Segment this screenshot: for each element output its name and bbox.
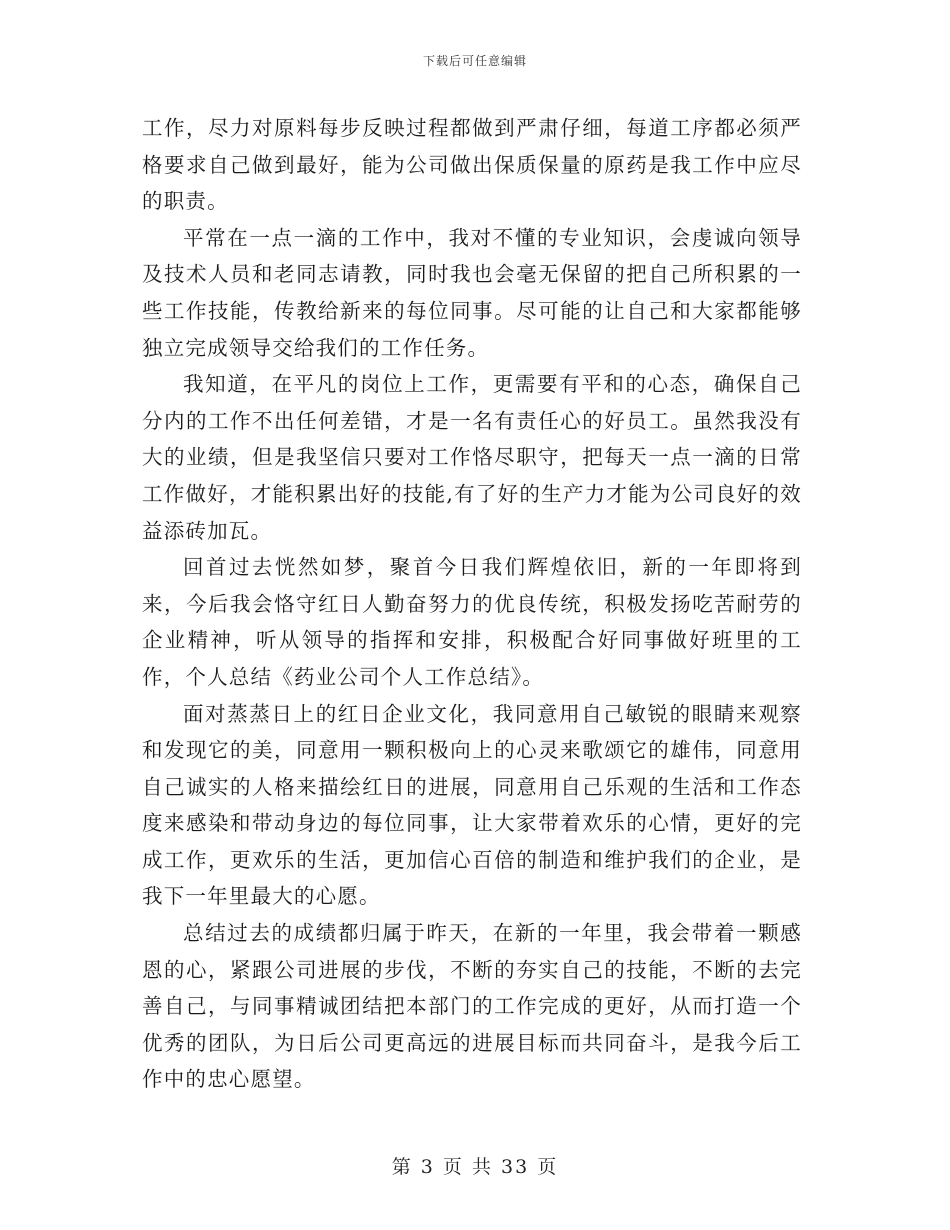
paragraph: 面对蒸蒸日上的红日企业文化，我同意用自己敏锐的眼睛来观察和发现它的美，同意用一颗积极向上的心灵来歌颂它的雄伟，同意用自己诚实的人格来描绘红日的进展，同意用自己乐观的生活和工作态度来感染和带动身边的每位同事，让大家带着欢乐的心情，更好的完成工作，更欢乐的生活，更加信心百倍的制造和维护我们的企业，是我下一年里最大的心愿。 [142,701,802,909]
page-number-footer: 第 3 页 共 33 页 [391,1156,559,1178]
paragraph: 平常在一点一滴的工作中，我对不懂的专业知识，会虔诚向领导及技术人员和老同志请教，同时我也会毫无保留的把自己所积累的一些工作技能，传教给新来的每位同事。尽可能的让自己和大家都能够独立完成领导交给我们的工作任务。 [142,225,802,360]
paragraph: 总结过去的成绩都归属于昨天，在新的一年里，我会带着一颗感恩的心，紧跟公司进展的步伐，不断的夯实自己的技能，不断的去完善自己，与同事精诚团结把本部门的工作完成的更好，从而打造一个优秀的团队，为日后公司更高远的进展目标而共同奋斗，是我今后工作中的忠心愿望。 [142,921,802,1092]
paragraph: 回首过去恍然如梦，聚首今日我们辉煌依旧，新的一年即将到来，今后我会恪守红日人勤奋努力的优良传统，积极发扬吃苦耐劳的企业精神，听从领导的指挥和安排，积极配合好同事做好班里的工作，个人总结《药业公司个人工作总结》。 [142,555,802,689]
paragraph-continuation: 工作，尽力对原料每步反映过程都做到严肃仔细，每道工序都必须严格要求自己做到最好，能为公司做出保质保量的原药是我工作中应尽的职责。 [142,116,802,214]
document-body [142,110,802,1098]
page-header: 下载后可任意编辑 [422,54,527,68]
paragraph: 我知道，在平凡的岗位上工作，更需要有平和的心态，确保自己分内的工作不出任何差错，才是一名有责任心的好员工。虽然我没有大的业绩，但是我坚信只要对工作恪尽职守，把每天一点一滴的日常工作做好，才能积累出好的技能,有了好的生产力才能为公司良好的效益添砖加瓦。 [142,372,802,543]
